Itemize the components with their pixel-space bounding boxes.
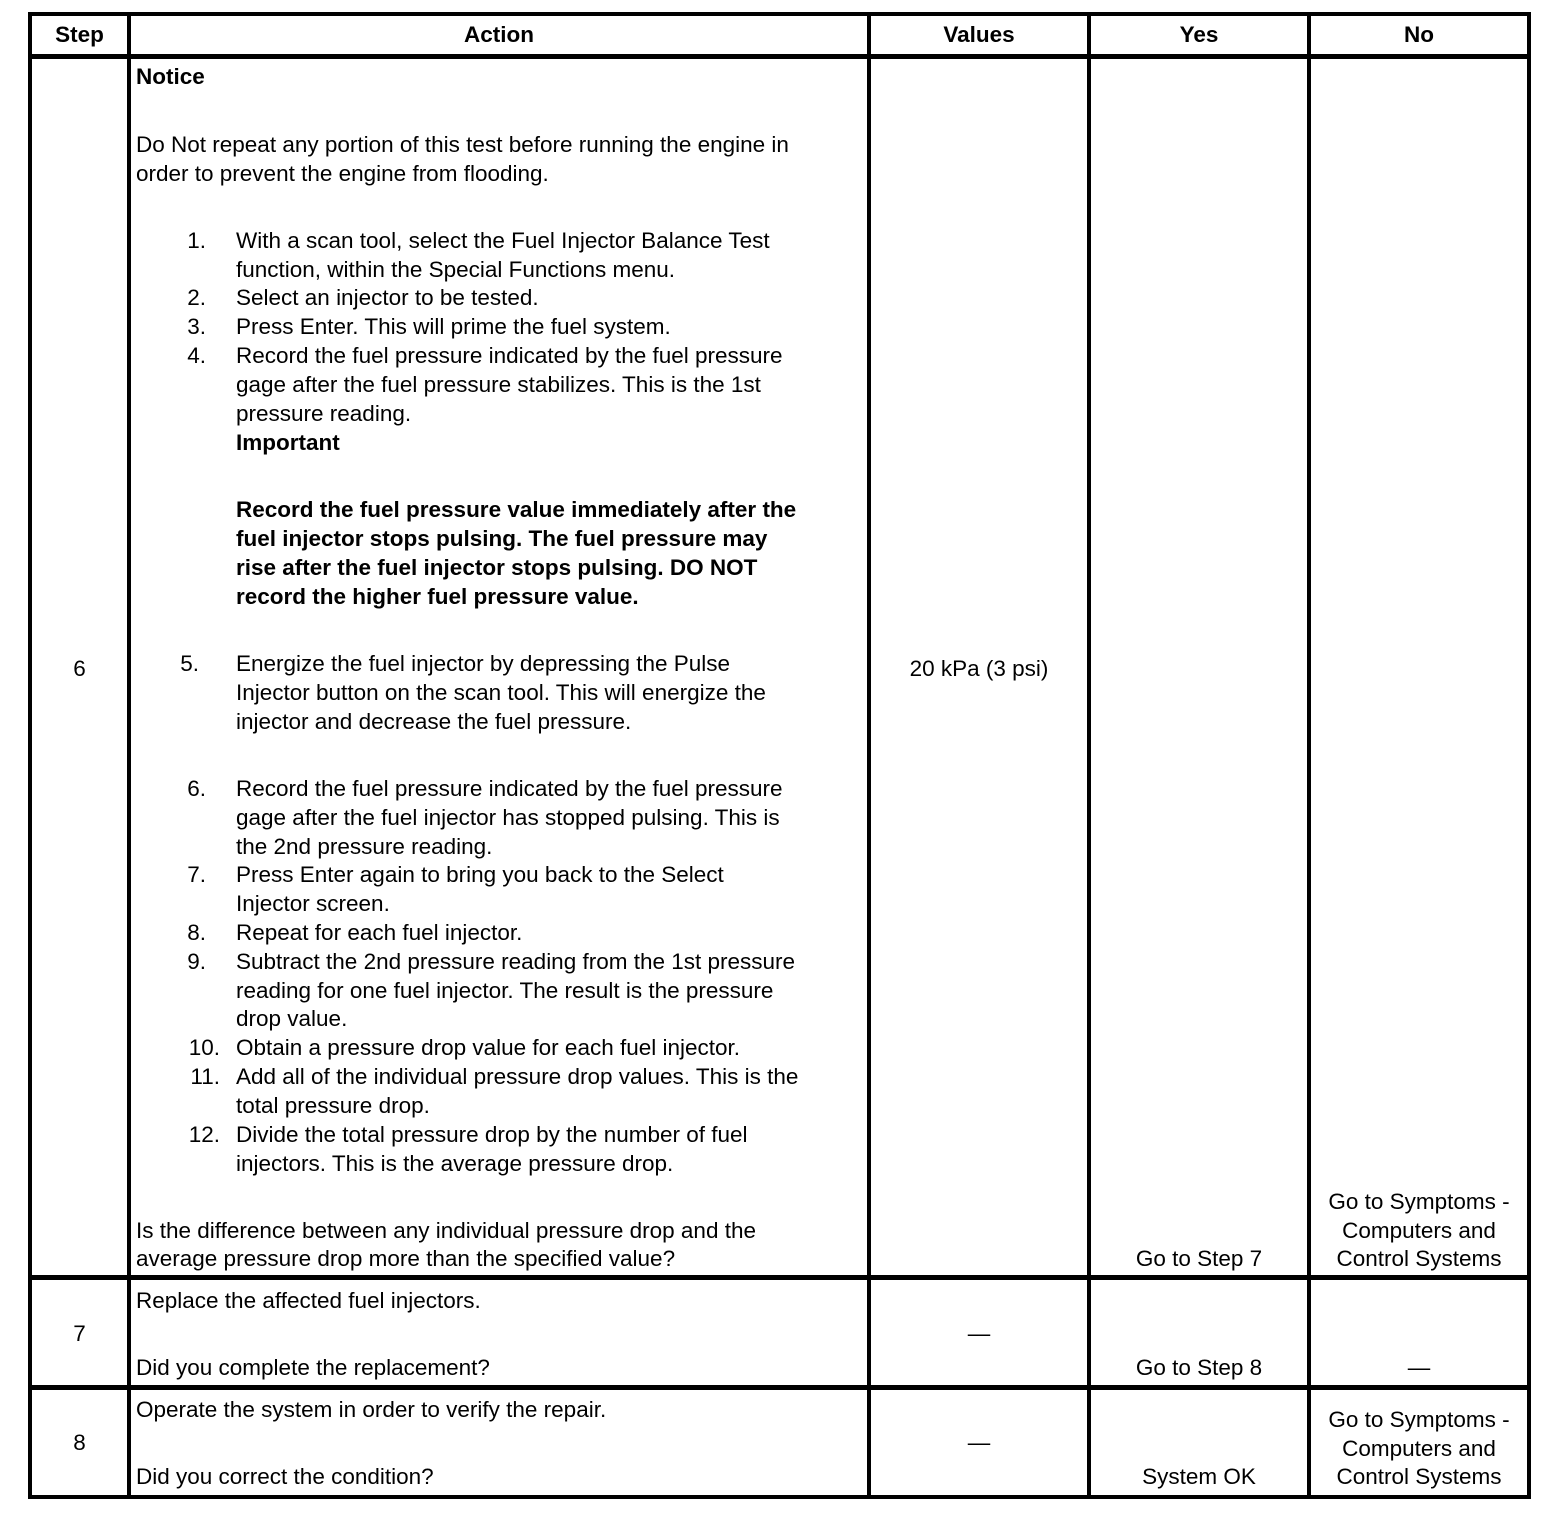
list-item-line: drop value. bbox=[236, 1006, 348, 1031]
row6-notice-line: order to prevent the engine from flooding. bbox=[136, 161, 549, 186]
row8-no-line: Go to Symptoms - bbox=[1328, 1407, 1510, 1432]
col-divider-yes bbox=[1307, 12, 1311, 1499]
list-item-line: Press Enter again to bring you back to the Select bbox=[236, 862, 724, 887]
border-bottom bbox=[28, 1495, 1531, 1499]
important-title: Important bbox=[236, 430, 340, 455]
list-item-line: gage after the fuel pressure stabilizes. This is the 1st bbox=[236, 372, 761, 397]
list-item-line: Injector screen. bbox=[236, 891, 390, 916]
list-number: 10. bbox=[188, 1035, 220, 1060]
row6-yes: Go to Step 7 bbox=[1135, 1246, 1263, 1271]
list-number: 6. bbox=[187, 776, 206, 801]
row8-no-line: Computers and bbox=[1342, 1436, 1496, 1461]
list-item-line: function, within the Special Functions menu. bbox=[236, 257, 675, 282]
list-item-line: Add all of the individual pressure drop values. This is the bbox=[236, 1064, 799, 1089]
list-item-line: total pressure drop. bbox=[236, 1093, 430, 1118]
list-number: 3. bbox=[187, 314, 206, 339]
col-divider-step bbox=[127, 12, 131, 1499]
important-line: fuel injector stops pulsing. The fuel pressure may bbox=[236, 526, 768, 551]
header-yes: Yes bbox=[1179, 22, 1219, 47]
row6-divider bbox=[28, 1275, 1531, 1280]
row6-no-line: Go to Symptoms - bbox=[1328, 1189, 1510, 1214]
border-right bbox=[1527, 12, 1531, 1499]
list-item-line: Energize the fuel injector by depressing the Pulse bbox=[236, 651, 731, 676]
list-number: 2. bbox=[187, 285, 206, 310]
list-number: 7. bbox=[187, 862, 206, 887]
list-item-line: Injector button on the scan tool. This will energize the bbox=[236, 680, 766, 705]
row7-value: — bbox=[967, 1321, 991, 1346]
row6-no-line: Computers and bbox=[1342, 1218, 1496, 1243]
list-item-line: Press Enter. This will prime the fuel system. bbox=[236, 314, 671, 339]
header-no: No bbox=[1404, 22, 1434, 47]
list-item-line: Obtain a pressure drop value for each fuel injector. bbox=[236, 1035, 741, 1060]
list-number: 11. bbox=[190, 1064, 220, 1089]
row8-action: Operate the system in order to verify the repair. bbox=[136, 1397, 607, 1422]
list-number: 5. bbox=[180, 651, 199, 676]
list-item-line: Divide the total pressure drop by the number of fuel bbox=[236, 1122, 748, 1147]
list-item-line: Subtract the 2nd pressure reading from the 1st pressure bbox=[236, 949, 796, 974]
list-item-line: Repeat for each fuel injector. bbox=[236, 920, 523, 945]
list-item-line: injectors. This is the average pressure drop. bbox=[236, 1151, 674, 1176]
list-item-line: reading for one fuel injector. The result is the pressure bbox=[236, 978, 774, 1003]
list-item-line: With a scan tool, select the Fuel Injector Balance Test bbox=[236, 228, 770, 253]
row6-question-line: average pressure drop more than the specified value? bbox=[136, 1246, 676, 1271]
important-line: record the higher fuel pressure value. bbox=[236, 584, 639, 609]
row6-notice-line: Do Not repeat any portion of this test before running the engine in bbox=[136, 132, 789, 157]
row8-value: — bbox=[967, 1430, 991, 1455]
list-number: 1. bbox=[187, 228, 206, 253]
header-divider bbox=[28, 54, 1531, 59]
row8-question: Did you correct the condition? bbox=[136, 1464, 434, 1489]
border-top bbox=[28, 12, 1531, 16]
row8-yes: System OK bbox=[1142, 1464, 1256, 1489]
list-item-line: gage after the fuel injector has stopped pulsing. This is bbox=[236, 805, 780, 830]
important-line: Record the fuel pressure value immediately after the bbox=[236, 497, 797, 522]
list-number: 12. bbox=[188, 1122, 220, 1147]
row8-step: 8 bbox=[73, 1430, 86, 1455]
row6-value: 20 kPa (3 psi) bbox=[909, 656, 1049, 681]
list-number: 8. bbox=[187, 920, 206, 945]
header-action: Action bbox=[464, 22, 534, 47]
list-item-line: pressure reading. bbox=[236, 401, 412, 426]
header-step: Step bbox=[55, 22, 104, 47]
row6-notice-title: Notice bbox=[136, 64, 205, 89]
list-number: 4. bbox=[187, 343, 206, 368]
row7-action: Replace the affected fuel injectors. bbox=[136, 1288, 481, 1313]
list-number: 9. bbox=[187, 949, 206, 974]
important-line: rise after the fuel injector stops pulsing. DO NOT bbox=[236, 555, 758, 580]
row7-step: 7 bbox=[73, 1321, 86, 1346]
list-item-line: Record the fuel pressure indicated by the fuel pressure bbox=[236, 776, 783, 801]
list-item-line: Record the fuel pressure indicated by the fuel pressure bbox=[236, 343, 783, 368]
col-divider-action bbox=[867, 12, 871, 1499]
row7-no: — bbox=[1407, 1355, 1431, 1380]
list-item-line: Select an injector to be tested. bbox=[236, 285, 539, 310]
row7-divider bbox=[28, 1385, 1531, 1390]
row7-question: Did you complete the replacement? bbox=[136, 1355, 490, 1380]
row6-no-line: Control Systems bbox=[1336, 1246, 1502, 1271]
list-item-line: injector and decrease the fuel pressure. bbox=[236, 709, 632, 734]
row7-yes: Go to Step 8 bbox=[1135, 1355, 1263, 1380]
row8-no-line: Control Systems bbox=[1336, 1464, 1502, 1489]
col-divider-values bbox=[1087, 12, 1091, 1499]
border-left bbox=[28, 12, 32, 1499]
row6-question-line: Is the difference between any individual pressure drop and the bbox=[136, 1218, 756, 1243]
list-item-line: the 2nd pressure reading. bbox=[236, 834, 493, 859]
header-values: Values bbox=[943, 22, 1015, 47]
row6-step: 6 bbox=[73, 656, 86, 681]
